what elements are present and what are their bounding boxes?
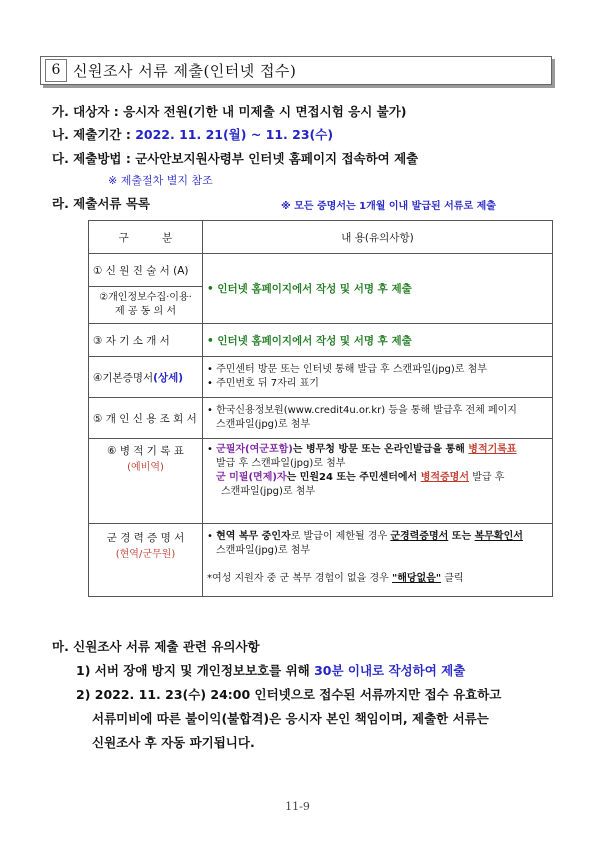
table-row: ②개인정보수집·이용· 제 공 동 의 서 (89, 287, 553, 324)
table-row: ③ 자 기 소 개 서 • 인터넷 홈페이지에서 작성 및 서명 후 제출 (89, 324, 553, 357)
ma-item-2-cont: 서류미비에 따른 불이익(불합격)은 응시자 본인 책임이며, 제출한 서류는 (92, 711, 489, 726)
header-content: 내 용(유의사항) (203, 221, 553, 254)
ma-item-1: 1) 서버 장애 방지 및 개인정보보호를 위해 30분 이내로 작성하여 제출 (76, 663, 466, 678)
table-row: ① 신 원 진 술 서 (A) • 인터넷 홈페이지에서 작성 및 서명 후 제출 (89, 254, 553, 287)
table-row: 군 경 력 증 명 서 (현역/군무원) • 현역 복무 중인자로 발급이 제한될 경우 군경력증명서 또는 복무확인서 스캔파일(jpg)로 첨부 *여성 지원자 중 군 복무 경험이 없을 경우 "해당없음" 클릭 (89, 524, 553, 597)
table-header-row (89, 221, 553, 254)
ma-item-2: 2) 2022. 11. 23(수) 24:00 인터넷으로 접수된 서류까지만 접수 유효하고 (76, 687, 502, 702)
item-ra: 라. 제출서류 목록 (52, 196, 150, 211)
ra-note: ※ 모든 증명서는 1개월 이내 발급된 서류로 제출 (281, 201, 496, 212)
item-da: 다. 제출방법 : 군사안보지원사령부 인터넷 홈페이지 접속하여 제출 (52, 151, 419, 166)
header-category: 구 분 (89, 221, 203, 254)
item-ma: 마. 신원조사 서류 제출 관련 유의사항 (52, 639, 260, 654)
section-header (40, 56, 552, 85)
table-row: ⑤ 개 인 신 용 조 회 서 • 한국신용정보원(www.credit4u.or.kr) 등을 통해 발급후 전체 페이지 스캔파일(jpg)로 첨부 (89, 398, 553, 439)
item-ga: 가. 대상자 : 응시자 전원(기한 내 미제출 시 면접시험 응시 불가) (52, 104, 407, 119)
da-note: ※ 제출절차 별지 참조 (108, 174, 213, 187)
table-row: ⑥ 병 적 기 록 표 (예비역) • 군필자(여군포함)는 병무청 방문 또는 온라인발급을 통해 병적기록표 발급 후 스캔파일(jpg)로 첨부 군 미필(면제)자는 민원24 또는 주민센터에서 병적증명서 발급 후 스캔파일(jpg)로 첨부 (89, 439, 553, 524)
table-row: ④기본증명서(상세) • 주민센터 방문 또는 인터넷 통해 발급 후 스캔파일(jpg)로 첨부 • 주민번호 뒤 7자리 표기 (89, 357, 553, 398)
item-na: 나. 제출기간 : 2022. 11. 21(월) ~ 11. 23(수) (52, 127, 334, 142)
documents-table (88, 220, 553, 597)
ma-item-2-cont2: 신원조사 후 자동 파기됩니다. (92, 735, 255, 750)
page-number: 11-9 (285, 800, 310, 813)
submission-period: 2022. 11. 21(월) ~ 11. 23(수) (135, 127, 334, 142)
section-title: 신원조사 서류 제출(인터넷 접수) (73, 62, 297, 80)
section-number: 6 (45, 59, 67, 82)
